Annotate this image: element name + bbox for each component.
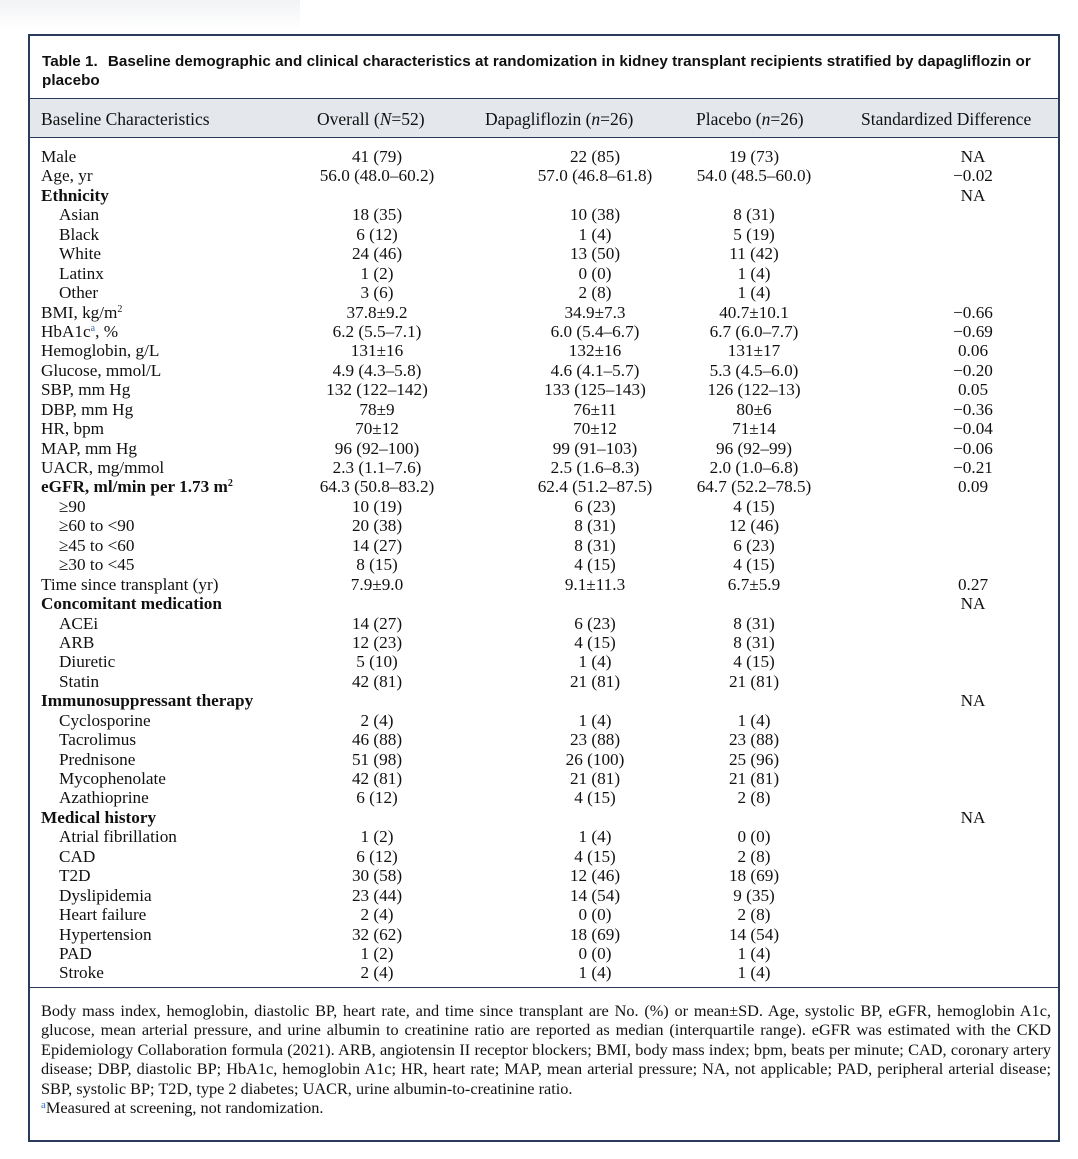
- overall-value: 24 (46): [351, 244, 403, 264]
- table-row: [30, 264, 1058, 283]
- standardized-difference-value: NA: [960, 594, 986, 614]
- row-label: Ethnicity: [41, 185, 109, 205]
- dapagliflozin-value: 70±12: [573, 419, 617, 439]
- overall-value: 37.8±9.2: [346, 302, 408, 322]
- dapagliflozin-value: 10 (38): [569, 205, 621, 225]
- placebo-value: 21 (81): [728, 769, 780, 788]
- dapagliflozin-value: 99 (91–103): [552, 438, 638, 458]
- footnote-marker: a: [41, 1099, 46, 1112]
- standardized-difference-value: 0.05: [957, 380, 989, 400]
- placebo-value: 11 (42): [729, 244, 779, 264]
- overall-value: 6 (12): [356, 224, 398, 244]
- table-row: [30, 303, 1058, 322]
- dapagliflozin-value: 0 (0): [578, 905, 612, 925]
- table-body: [30, 147, 1058, 983]
- dapagliflozin-value: 1 (4): [578, 963, 612, 983]
- overall-value: 132 (122–142): [326, 380, 428, 400]
- row-label: Immunosuppressant therapy: [41, 691, 254, 711]
- table-row: [30, 244, 1058, 263]
- placebo-value: 18 (69): [728, 866, 780, 886]
- dapagliflozin-value: 1 (4): [578, 827, 612, 847]
- standardized-difference-value: NA: [960, 147, 986, 166]
- dapagliflozin-value: 4 (15): [574, 788, 616, 808]
- row-label: DBP, mm Hg: [41, 399, 134, 419]
- table-footnote: [41, 1001, 1051, 1117]
- overall-value: 6 (12): [356, 846, 398, 866]
- placebo-value: 6.7 (6.0–7.7): [709, 321, 799, 341]
- table-row: [30, 400, 1058, 419]
- header-standardized-difference: Standardized Difference: [861, 109, 1032, 129]
- overall-value: 23 (44): [351, 885, 403, 905]
- overall-value: 42 (81): [351, 769, 403, 788]
- overall-value: 12 (23): [351, 632, 403, 652]
- table-1: [28, 34, 1060, 1142]
- dapagliflozin-value: 4 (15): [574, 846, 616, 866]
- table-row: [30, 866, 1058, 885]
- row-label: ACEi: [59, 613, 99, 633]
- table-row: [30, 341, 1058, 360]
- overall-value: 10 (19): [351, 496, 403, 516]
- dapagliflozin-value: 21 (81): [569, 769, 621, 788]
- overall-value: 2 (4): [360, 905, 394, 925]
- row-label: Statin: [59, 671, 100, 691]
- overall-value: 30 (58): [351, 866, 403, 886]
- overall-value: 2 (4): [360, 710, 394, 730]
- row-label: ARB: [59, 632, 95, 652]
- overall-value: 131±16: [350, 341, 404, 361]
- table-row: [30, 827, 1058, 846]
- dapagliflozin-value: 13 (50): [569, 244, 621, 264]
- overall-value: 32 (62): [351, 924, 403, 944]
- table-row: [30, 458, 1058, 477]
- dapagliflozin-value: 26 (100): [565, 749, 625, 769]
- placebo-value: 21 (81): [728, 671, 780, 691]
- row-label: Concomitant medication: [41, 594, 222, 614]
- table-row: [30, 925, 1058, 944]
- table-row: [30, 477, 1058, 496]
- table-row: [30, 788, 1058, 807]
- row-label: $HbA1c^a$, %: [41, 321, 119, 341]
- dapagliflozin-value: 9.1±11.3: [564, 574, 626, 594]
- placebo-value: 5 (19): [733, 224, 775, 244]
- dapagliflozin-value: 8 (31): [574, 516, 616, 536]
- dapagliflozin-value: 2 (8): [578, 283, 612, 303]
- overall-value: 6.2 (5.5–7.1): [332, 321, 422, 341]
- row-label: Dyslipidemia: [59, 885, 152, 905]
- row-label: Hemoglobin, g/L: [41, 341, 160, 361]
- placebo-value: 64.7 (52.2–78.5): [696, 477, 812, 497]
- header-characteristics: Baseline Characteristics: [41, 109, 210, 129]
- row-label: ≥90: [59, 496, 86, 516]
- row-label: Tacrolimus: [59, 730, 137, 750]
- table-row: [30, 439, 1058, 458]
- row-label: Heart failure: [59, 905, 147, 925]
- placebo-value: 6.7±5.9: [727, 574, 781, 594]
- row-label: MAP, mm Hg: [41, 438, 137, 458]
- placebo-value: 19 (73): [728, 147, 780, 166]
- dapagliflozin-value: 76±11: [573, 399, 617, 419]
- placebo-value: 54.0 (48.5–60.0): [696, 166, 812, 186]
- dapagliflozin-value: 18 (69): [569, 924, 621, 944]
- standardized-difference-value: 0.06: [957, 341, 989, 361]
- standardized-difference-value: −0.69: [953, 321, 993, 341]
- dapagliflozin-value: 132±16: [568, 341, 622, 361]
- placebo-value: 4 (15): [733, 496, 775, 516]
- overall-value: 42 (81): [351, 671, 403, 691]
- row-label: Asian: [59, 205, 100, 225]
- table-number: Table 1.: [42, 53, 98, 70]
- standardized-difference-value: 0.09: [957, 477, 989, 497]
- dapagliflozin-value: 1 (4): [578, 710, 612, 730]
- table-row: [30, 497, 1058, 516]
- standardized-difference-value: −0.04: [953, 419, 993, 439]
- standardized-difference-value: −0.02: [953, 166, 993, 186]
- row-label: BMI, $kg/m^2$: [41, 302, 123, 322]
- standardized-difference-value: −0.66: [953, 302, 993, 322]
- dapagliflozin-value: 4.6 (4.1–5.7): [550, 360, 640, 380]
- row-label: SBP, mm Hg: [41, 380, 131, 400]
- placebo-value: 131±17: [727, 341, 781, 361]
- row-label: Time since transplant (yr): [41, 574, 219, 594]
- overall-value: 6 (12): [356, 788, 398, 808]
- placebo-value: 80±6: [736, 399, 772, 419]
- dapagliflozin-value: 1 (4): [578, 224, 612, 244]
- dapagliflozin-value: 8 (31): [574, 535, 616, 555]
- table-row: [30, 691, 1058, 710]
- placebo-value: 25 (96): [728, 749, 780, 769]
- table-row: [30, 283, 1058, 302]
- dapagliflozin-value: 0 (0): [578, 943, 612, 963]
- placebo-value: 8 (31): [733, 613, 775, 633]
- dapagliflozin-value: 14 (54): [569, 885, 621, 905]
- table-row: [30, 711, 1058, 730]
- placebo-value: 2 (8): [737, 846, 771, 866]
- row-label: Other: [59, 283, 99, 303]
- overall-value: 96 (92–100): [334, 438, 420, 458]
- row-label: Azathioprine: [59, 788, 149, 808]
- overall-value: 51 (98): [351, 749, 403, 769]
- overall-value: 64.3 (50.8–83.2): [319, 477, 435, 497]
- placebo-value: 5.3 (4.5–6.0): [709, 360, 799, 380]
- standardized-difference-value: 0.27: [957, 574, 989, 594]
- dapagliflozin-value: 6 (23): [574, 496, 616, 516]
- standardized-difference-value: −0.21: [953, 458, 993, 477]
- placebo-value: 96 (92–99): [716, 438, 792, 458]
- table-row: [30, 905, 1058, 924]
- placebo-value: 2 (8): [737, 905, 771, 925]
- row-label: Age, yr: [41, 166, 93, 186]
- table-row: [30, 886, 1058, 905]
- table-row: [30, 225, 1058, 244]
- table-caption: [42, 52, 1052, 90]
- table-row: [30, 555, 1058, 574]
- placebo-value: 0 (0): [737, 827, 771, 847]
- row-label: White: [59, 244, 101, 264]
- overall-value: 4.9 (4.3–5.8): [332, 360, 422, 380]
- table-row: [30, 166, 1058, 185]
- footnote-note: Measured at screening, not randomization.: [45, 1098, 324, 1118]
- row-label: HR, bpm: [41, 419, 105, 439]
- page-shadow: [0, 0, 300, 30]
- placebo-value: 126 (122–13): [707, 380, 801, 400]
- standardized-difference-value: NA: [960, 185, 986, 205]
- standardized-difference-value: NA: [960, 807, 986, 827]
- table-row: [30, 594, 1058, 613]
- table-row: [30, 147, 1058, 166]
- row-label: Atrial fibrillation: [59, 827, 177, 847]
- dapagliflozin-value: 2.5 (1.6–8.3): [550, 458, 640, 477]
- row-label: ≥45 to <60: [59, 535, 135, 555]
- overall-value: 14 (27): [351, 613, 403, 633]
- overall-value: 18 (35): [351, 205, 403, 225]
- table-row: [30, 730, 1058, 749]
- row-label: Prednisone: [59, 749, 136, 769]
- footnote-text: Body mass index, hemoglobin, diastolic BP, heart rate, and time since transplant are No. (%) or mean±SD. Age, systolic BP, eGFR, hemoglobin A1c, glucose, mean arterial pressure, and urine albumin to creatinine ratio are reported as median (interquartile range). eGFR was estimated with the CKD Epidemiology Collaboration formula (2021). ARB, angiotensin II receptor blockers; BMI, body mass index; bpm, beats per minute; CAD, coronary artery disease; DBP, diastolic BP; HbA1c, hemoglobin A1c; HR, heart rate; MAP, mean arterial pressure; NA, not applicable; PAD, peripheral arterial disease; SBP, systolic BP; T2D, type 2 diabetes; UACR, urine albumin-to-creatinine ratio.: [41, 1001, 1051, 1098]
- table-title: Baseline demographic and clinical characteristics at randomization in kidney transplant recipients stratified by dapagliflozin or placebo: [42, 53, 1031, 89]
- table-row: [30, 769, 1058, 788]
- dapagliflozin-value: 133 (125–143): [544, 380, 646, 400]
- dapagliflozin-value: 4 (15): [574, 632, 616, 652]
- standardized-difference-value: −0.06: [953, 438, 993, 458]
- placebo-value: 8 (31): [733, 205, 775, 225]
- table-row: [30, 186, 1058, 205]
- dapagliflozin-value: 22 (85): [569, 147, 621, 166]
- table-row: [30, 516, 1058, 535]
- table-row: [30, 380, 1058, 399]
- standardized-difference-value: −0.36: [953, 399, 993, 419]
- dapagliflozin-value: 4 (15): [574, 555, 616, 575]
- row-label: Glucose, mmol/L: [41, 360, 162, 380]
- dapagliflozin-value: 57.0 (46.8–61.8): [537, 166, 653, 186]
- table-row: [30, 419, 1058, 438]
- row-label: Hypertension: [59, 924, 152, 944]
- row-label: CAD: [59, 846, 96, 866]
- overall-value: 14 (27): [351, 535, 403, 555]
- overall-value: 78±9: [359, 399, 395, 419]
- overall-value: 8 (15): [356, 555, 398, 575]
- row-label: Medical history: [41, 807, 157, 827]
- overall-value: 56.0 (48.0–60.2): [319, 166, 435, 186]
- placebo-value: 14 (54): [728, 924, 780, 944]
- placebo-value: 1 (4): [737, 943, 771, 963]
- dapagliflozin-value: 62.4 (51.2–87.5): [537, 477, 653, 497]
- table-row: [30, 322, 1058, 341]
- placebo-value: 4 (15): [733, 652, 775, 672]
- placebo-value: 6 (23): [733, 535, 775, 555]
- table-row: [30, 847, 1058, 866]
- dapagliflozin-value: 23 (88): [569, 730, 621, 750]
- placebo-value: 71±14: [732, 419, 776, 439]
- placebo-value: 8 (31): [733, 632, 775, 652]
- overall-value: 3 (6): [360, 283, 394, 303]
- row-label: eGFR, ml/min per 1.73 $m^2$: [41, 477, 233, 497]
- overall-value: 1 (2): [360, 263, 394, 283]
- table-row: [30, 944, 1058, 963]
- overall-value: 7.9±9.0: [350, 574, 404, 594]
- table-row: [30, 361, 1058, 380]
- table-row: [30, 536, 1058, 555]
- table-row: [30, 672, 1058, 691]
- table-row: [30, 575, 1058, 594]
- row-label: Stroke: [59, 963, 104, 983]
- placebo-value: 4 (15): [733, 555, 775, 575]
- row-label: ≥30 to <45: [59, 555, 135, 575]
- placebo-value: 23 (88): [728, 730, 780, 750]
- row-label: PAD: [59, 943, 92, 963]
- placebo-value: 2.0 (1.0–6.8): [709, 458, 799, 477]
- table-row: [30, 652, 1058, 671]
- row-label: UACR, mg/mmol: [41, 458, 165, 477]
- table-row: [30, 205, 1058, 224]
- table-row: [30, 808, 1058, 827]
- row-label: Latinx: [59, 263, 104, 283]
- dapagliflozin-value: 6.0 (5.4–6.7): [550, 321, 640, 341]
- overall-value: 1 (2): [360, 943, 394, 963]
- placebo-value: 1 (4): [737, 283, 771, 303]
- placebo-value: 1 (4): [737, 963, 771, 983]
- dapagliflozin-value: 34.9±7.3: [564, 302, 626, 322]
- placebo-value: 9 (35): [733, 885, 775, 905]
- header-placebo: Placebo (n=26): [696, 109, 804, 129]
- header-overall: Overall (N=52): [317, 109, 425, 129]
- overall-value: 20 (38): [351, 516, 403, 536]
- table-row: [30, 750, 1058, 769]
- row-label: Male: [41, 147, 77, 166]
- row-label: Cyclosporine: [59, 710, 151, 730]
- row-label: T2D: [59, 866, 91, 886]
- row-label: Black: [59, 224, 100, 244]
- table-row: [30, 633, 1058, 652]
- dapagliflozin-value: 1 (4): [578, 652, 612, 672]
- table-row: [30, 963, 1058, 982]
- placebo-value: 1 (4): [737, 263, 771, 283]
- placebo-value: 40.7±10.1: [719, 302, 789, 322]
- overall-value: 2.3 (1.1–7.6): [332, 458, 422, 477]
- dapagliflozin-value: 6 (23): [574, 613, 616, 633]
- dapagliflozin-value: 0 (0): [578, 263, 612, 283]
- placebo-value: 12 (46): [728, 516, 780, 536]
- overall-value: 5 (10): [356, 652, 398, 672]
- dapagliflozin-value: 21 (81): [569, 671, 621, 691]
- overall-value: 41 (79): [351, 147, 403, 166]
- row-label: Diuretic: [59, 652, 116, 672]
- header-dapagliflozin: Dapagliflozin (n=26): [485, 109, 634, 129]
- table-row: [30, 614, 1058, 633]
- row-label: ≥60 to <90: [59, 516, 135, 536]
- dapagliflozin-value: 12 (46): [569, 866, 621, 886]
- footnote-divider: [30, 987, 1058, 988]
- overall-value: 70±12: [355, 419, 399, 439]
- placebo-value: 1 (4): [737, 710, 771, 730]
- row-label: Mycophenolate: [59, 769, 166, 788]
- overall-value: 2 (4): [360, 963, 394, 983]
- table-header: [30, 98, 1058, 138]
- standardized-difference-value: NA: [960, 691, 986, 711]
- overall-value: 1 (2): [360, 827, 394, 847]
- standardized-difference-value: −0.20: [953, 360, 993, 380]
- overall-value: 46 (88): [351, 730, 403, 750]
- placebo-value: 2 (8): [737, 788, 771, 808]
